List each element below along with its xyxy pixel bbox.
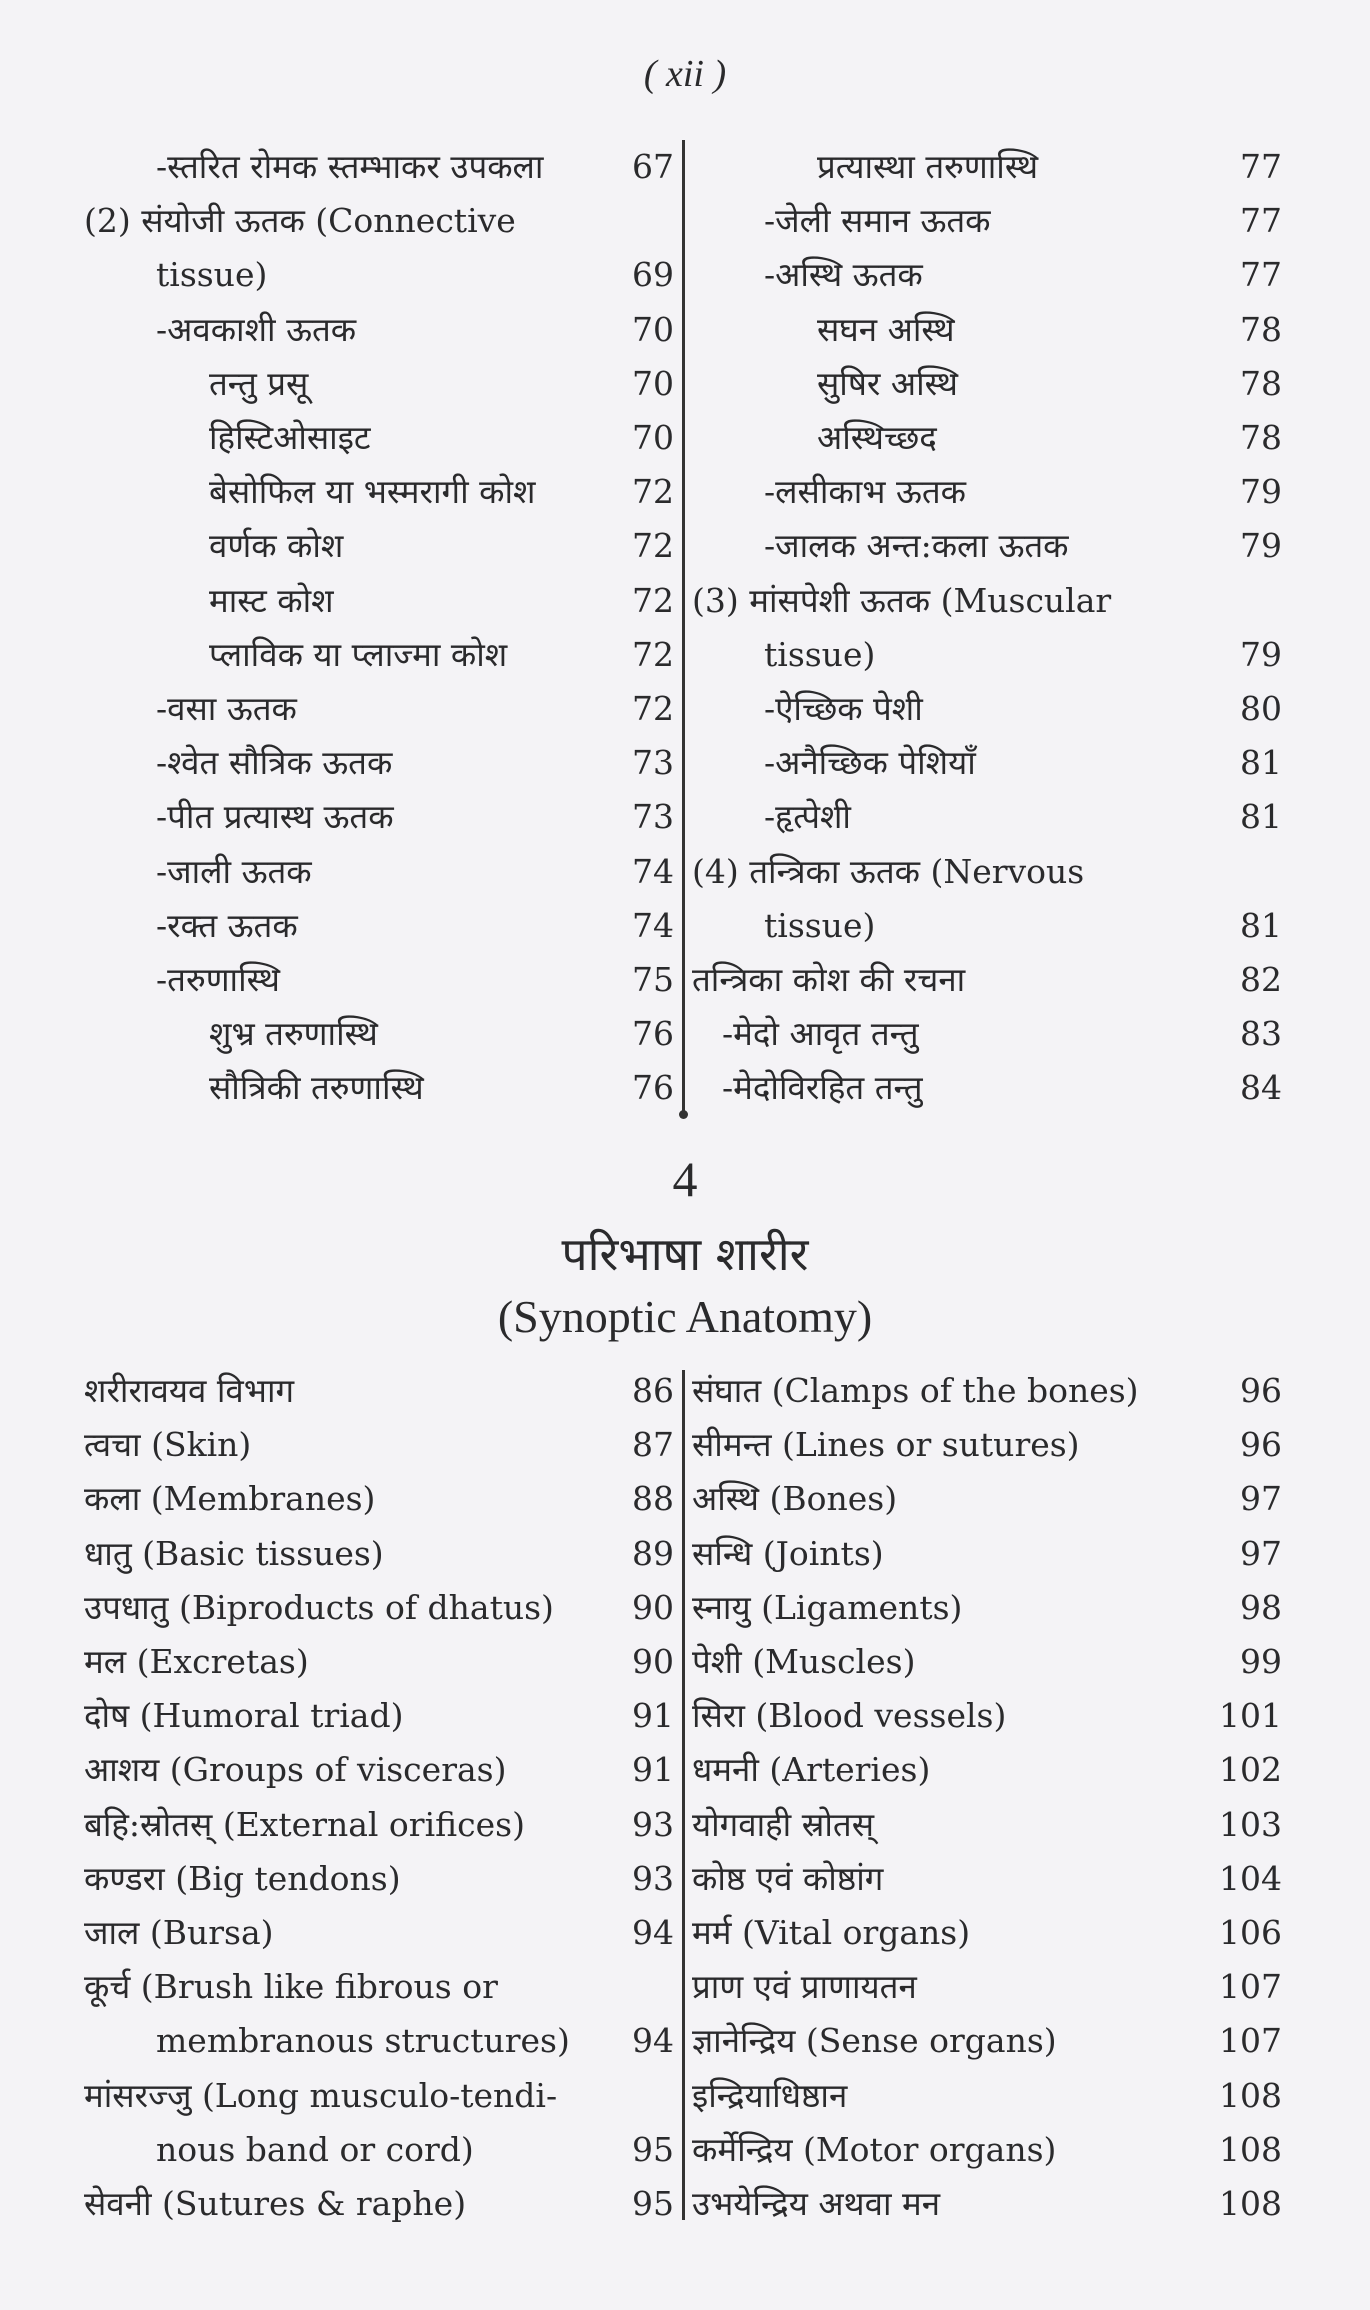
- toc-entry-page: 108: [1219, 2129, 1282, 2169]
- toc-entry-page: 77: [1240, 201, 1282, 241]
- toc-section2-left-column: [84, 1364, 674, 2244]
- toc-entry-title: -जाली ऊतक: [156, 851, 312, 891]
- toc-entry-title: nous band or cord): [156, 2129, 474, 2169]
- toc-entry-page: 104: [1219, 1858, 1282, 1898]
- toc-entry: [84, 790, 674, 844]
- toc-entry-title: -ऐच्छिक पेशी: [764, 689, 923, 728]
- toc-entry-page: 108: [1219, 2184, 1282, 2223]
- toc-entry: [84, 574, 674, 628]
- toc-entry-title: योगवाही स्रोतस्: [692, 1804, 875, 1844]
- toc-entry: [84, 953, 674, 1007]
- toc-entry: [692, 1689, 1282, 1743]
- toc-entry-page: 106: [1219, 1913, 1282, 1952]
- toc-entry-title: -जालक अन्त:कला ऊतक: [764, 526, 1069, 566]
- toc-entry: [84, 1472, 674, 1526]
- toc-entry-title: -रक्त ऊतक: [156, 905, 298, 945]
- toc-entry: [84, 1581, 674, 1635]
- toc-entry-title: तन्त्रिका कोश की रचना: [692, 960, 966, 999]
- toc-entry-title: tissue): [764, 905, 876, 945]
- toc-entry-title: tissue): [156, 255, 268, 295]
- toc-entry-page: 74: [632, 851, 674, 891]
- toc-entry-page: 79: [1240, 472, 1282, 512]
- toc-entry-title: सन्धि (Joints): [692, 1533, 884, 1573]
- toc-entry: [692, 1798, 1282, 1852]
- toc-entry-title: कण्डरा (Big tendons): [84, 1858, 401, 1898]
- toc-entry-title: सुषिर अस्थि: [817, 363, 958, 403]
- toc-entry-title: पेशी (Muscles): [692, 1642, 916, 1681]
- toc-entry-title: सेवनी (Sutures & raphe): [84, 2184, 467, 2223]
- toc-entry-title: -श्वेत सौत्रिक ऊतक: [156, 743, 393, 783]
- toc-entry-page: 80: [1240, 689, 1282, 728]
- toc-entry-title: उभयेन्द्रिय अथवा मन: [692, 2184, 941, 2223]
- toc-section1-right-column: [692, 140, 1282, 1120]
- toc-entry-title: -लसीकाभ ऊतक: [764, 472, 967, 512]
- toc-entry-title: (4) तन्त्रिका ऊतक (Nervous: [692, 851, 1085, 891]
- toc-entry: [692, 574, 1282, 628]
- toc-entry-page: 107: [1219, 2021, 1282, 2061]
- toc-entry-page: 72: [632, 580, 674, 620]
- toc-entry-title: -जेली समान ऊतक: [764, 201, 991, 241]
- toc-entry-page: 81: [1240, 797, 1282, 837]
- toc-entry-title: membranous structures): [156, 2021, 570, 2061]
- toc-entry: [692, 1364, 1282, 1418]
- toc-entry: [84, 2069, 674, 2123]
- toc-entry-page: 107: [1219, 1967, 1282, 2007]
- toc-entry: [692, 1906, 1282, 1960]
- toc-entry: [692, 1635, 1282, 1689]
- column-divider-2: [682, 1370, 685, 2220]
- toc-entry-page: 93: [632, 1858, 674, 1898]
- toc-entry: [84, 303, 674, 357]
- toc-entry-page: 95: [632, 2129, 674, 2169]
- toc-entry: [84, 1635, 674, 1689]
- toc-entry-page: 72: [632, 689, 674, 728]
- toc-entry: [692, 953, 1282, 1007]
- toc-entry-title: कूर्च (Brush like fibrous or: [84, 1967, 498, 2007]
- toc-entry-title: शुभ्र तरुणास्थि: [209, 1014, 378, 1054]
- toc-entry-title: मास्ट कोश: [209, 580, 334, 620]
- toc-entry: [692, 790, 1282, 844]
- chapter-number: 4: [672, 1151, 698, 1207]
- chapter-subtitle: (Synoptic Anatomy): [497, 1291, 873, 1342]
- toc-entry: [84, 1852, 674, 1906]
- toc-entry-title: -अनैच्छिक पेशियाँ: [764, 743, 976, 783]
- toc-section1-left-column: [84, 140, 674, 1120]
- toc-entry-page: 73: [632, 797, 674, 837]
- toc-entry-title: -मेदो आवृत तन्तु: [722, 1014, 919, 1054]
- toc-entry-title: -हृत्पेशी: [764, 797, 851, 837]
- toc-entry-page: 81: [1240, 743, 1282, 783]
- toc-entry-title: बहि:स्रोतस् (External orifices): [84, 1804, 525, 1844]
- toc-entry-title: (3) मांसपेशी ऊतक (Muscular: [692, 580, 1112, 620]
- toc-entry-title: प्रत्यास्था तरुणास्थि: [817, 147, 1039, 186]
- toc-entry-title: -पीत प्रत्यास्थ ऊतक: [156, 797, 394, 837]
- toc-entry: [692, 899, 1282, 953]
- toc-entry: [692, 1007, 1282, 1061]
- toc-entry: [84, 1743, 674, 1797]
- toc-entry-page: 101: [1219, 1696, 1282, 1736]
- toc-entry-page: 90: [632, 1642, 674, 1681]
- toc-entry: [84, 845, 674, 899]
- toc-entry: [84, 2123, 674, 2177]
- toc-entry-title: -स्तरित रोमक स्तम्भाकर उपकला: [156, 147, 544, 186]
- toc-entry-page: 84: [1240, 1068, 1282, 1108]
- toc-entry-page: 78: [1240, 309, 1282, 349]
- toc-entry: [692, 140, 1282, 194]
- toc-entry-page: 86: [632, 1371, 674, 1410]
- toc-entry: [84, 1418, 674, 1472]
- toc-entry-title: तन्तु प्रसू: [209, 363, 309, 403]
- toc-entry: [84, 519, 674, 573]
- toc-entry: [692, 1960, 1282, 2014]
- toc-entry: [692, 411, 1282, 465]
- toc-entry-page: 70: [632, 363, 674, 403]
- toc-entry-page: 108: [1219, 2075, 1282, 2115]
- toc-entry: [84, 736, 674, 790]
- toc-entry-page: 94: [632, 1913, 674, 1952]
- toc-entry: [692, 1472, 1282, 1526]
- toc-entry-page: 88: [632, 1479, 674, 1519]
- toc-entry: [84, 411, 674, 465]
- toc-entry-title: -मेदोविरहित तन्तु: [722, 1068, 923, 1108]
- toc-entry-title: सिरा (Blood vessels): [692, 1696, 1007, 1736]
- toc-entry-title: उपधातु (Biproducts of dhatus): [84, 1587, 554, 1627]
- column-divider: [682, 140, 685, 1115]
- chapter-title: परिभाषा शारीर: [561, 1227, 809, 1281]
- toc-entry-title: अस्थि (Bones): [692, 1479, 898, 1519]
- toc-entry-title: ज्ञानेन्द्रिय (Sense organs): [692, 2021, 1057, 2061]
- toc-entry-page: 93: [632, 1804, 674, 1844]
- toc-entry: [84, 1364, 674, 1418]
- toc-entry-title: स्नायु (Ligaments): [692, 1587, 963, 1627]
- toc-entry: [692, 1852, 1282, 1906]
- page-number: ( xii ): [643, 53, 727, 95]
- toc-entry-page: 102: [1219, 1750, 1282, 1790]
- toc-entry-title: कर्मेन्द्रिय (Motor organs): [692, 2129, 1057, 2169]
- toc-entry-title: प्लाविक या प्लाज्मा कोश: [209, 634, 508, 674]
- toc-entry-title: अस्थिच्छद: [817, 418, 937, 457]
- toc-entry-page: 75: [632, 960, 674, 999]
- toc-entry-title: कोष्ठ एवं कोष्ठांग: [692, 1858, 884, 1898]
- toc-entry: [692, 1527, 1282, 1581]
- toc-entry: [692, 1581, 1282, 1635]
- toc-entry-title: मर्म (Vital organs): [692, 1913, 971, 1952]
- toc-entry-title: -अवकाशी ऊतक: [156, 309, 357, 349]
- toc-entry: [84, 2014, 674, 2068]
- toc-entry: [84, 682, 674, 736]
- toc-entry: [84, 1061, 674, 1115]
- toc-entry-page: 87: [632, 1425, 674, 1465]
- toc-entry: [84, 628, 674, 682]
- toc-entry-page: 81: [1240, 905, 1282, 945]
- toc-entry-title: सीमन्त (Lines or sutures): [692, 1425, 1080, 1465]
- toc-entry-page: 79: [1240, 634, 1282, 674]
- toc-entry-page: 79: [1240, 526, 1282, 566]
- toc-entry: [692, 845, 1282, 899]
- toc-entry-title: शरीरावयव विभाग: [84, 1371, 295, 1410]
- toc-entry-title: आशय (Groups of visceras): [84, 1750, 507, 1790]
- toc-entry-page: 77: [1240, 255, 1282, 295]
- toc-entry-title: संघात (Clamps of the bones): [692, 1371, 1139, 1410]
- toc-entry-page: 69: [632, 255, 674, 295]
- toc-entry: [84, 1527, 674, 1581]
- toc-entry: [84, 248, 674, 302]
- toc-entry-page: 99: [1240, 1642, 1282, 1681]
- toc-entry-page: 97: [1240, 1533, 1282, 1573]
- toc-entry-page: 78: [1240, 363, 1282, 403]
- toc-entry-page: 89: [632, 1533, 674, 1573]
- toc-entry-page: 72: [632, 526, 674, 566]
- toc-entry-title: त्वचा (Skin): [84, 1425, 252, 1465]
- toc-entry-page: 76: [632, 1068, 674, 1108]
- toc-entry-title: -तरुणास्थि: [156, 960, 280, 999]
- toc-entry-page: 82: [1240, 960, 1282, 999]
- toc-entry: [692, 736, 1282, 790]
- toc-entry: [84, 2177, 674, 2231]
- toc-entry: [692, 2123, 1282, 2177]
- toc-entry-page: 67: [632, 147, 674, 186]
- toc-entry-page: 72: [632, 472, 674, 512]
- toc-entry-title: प्राण एवं प्राणायतन: [692, 1967, 917, 2007]
- toc-entry-page: 96: [1240, 1371, 1282, 1410]
- toc-entry: [692, 2177, 1282, 2231]
- toc-entry: [84, 1960, 674, 2014]
- toc-entry-page: 94: [632, 2021, 674, 2061]
- toc-entry-title: धमनी (Arteries): [692, 1750, 931, 1790]
- toc-entry-title: मल (Excretas): [84, 1642, 309, 1681]
- toc-entry: [692, 519, 1282, 573]
- toc-entry: [692, 357, 1282, 411]
- toc-entry-title: -वसा ऊतक: [156, 689, 297, 728]
- toc-entry-title: कला (Membranes): [84, 1479, 376, 1519]
- toc-entry: [84, 899, 674, 953]
- toc-entry-title: मांसरज्जु (Long musculo-tendi-: [84, 2075, 558, 2115]
- toc-entry-page: 70: [632, 418, 674, 457]
- toc-entry: [692, 194, 1282, 248]
- toc-entry: [692, 628, 1282, 682]
- toc-entry-page: 97: [1240, 1479, 1282, 1519]
- toc-entry: [692, 2014, 1282, 2068]
- toc-entry-page: 74: [632, 905, 674, 945]
- toc-entry: [692, 1743, 1282, 1797]
- toc-entry: [692, 2069, 1282, 2123]
- toc-entry: [84, 1689, 674, 1743]
- toc-entry: [692, 465, 1282, 519]
- toc-entry: [692, 682, 1282, 736]
- toc-entry: [84, 194, 674, 248]
- toc-entry-page: 90: [632, 1587, 674, 1627]
- toc-entry-page: 91: [632, 1750, 674, 1790]
- toc-entry-page: 103: [1219, 1804, 1282, 1844]
- toc-entry-page: 73: [632, 743, 674, 783]
- toc-entry-page: 76: [632, 1014, 674, 1054]
- toc-entry-title: जाल (Bursa): [84, 1913, 274, 1952]
- toc-entry-page: 98: [1240, 1587, 1282, 1627]
- toc-entry-page: 70: [632, 309, 674, 349]
- toc-entry: [84, 1007, 674, 1061]
- toc-entry-title: बेसोफिल या भस्मरागी कोश: [209, 472, 536, 512]
- toc-entry-title: सघन अस्थि: [817, 309, 955, 349]
- toc-entry-title: -अस्थि ऊतक: [764, 255, 923, 295]
- toc-entry-page: 96: [1240, 1425, 1282, 1465]
- toc-entry: [84, 465, 674, 519]
- toc-entry-title: इन्द्रियाधिष्ठान: [692, 2075, 848, 2115]
- toc-entry-page: 91: [632, 1696, 674, 1736]
- toc-entry-title: दोष (Humoral triad): [84, 1696, 404, 1736]
- toc-entry-title: tissue): [764, 634, 876, 674]
- toc-entry: [692, 303, 1282, 357]
- toc-entry-title: (2) संयोजी ऊतक (Connective: [84, 201, 516, 241]
- toc-entry: [692, 248, 1282, 302]
- toc-entry: [84, 1798, 674, 1852]
- toc-section2-right-column: [692, 1364, 1282, 2244]
- toc-entry: [84, 1906, 674, 1960]
- toc-entry: [84, 140, 674, 194]
- toc-entry-title: धातु (Basic tissues): [84, 1533, 384, 1573]
- toc-entry: [692, 1418, 1282, 1472]
- toc-entry-page: 83: [1240, 1014, 1282, 1054]
- toc-entry-page: 77: [1240, 147, 1282, 186]
- toc-entry: [84, 357, 674, 411]
- toc-entry-title: वर्णक कोश: [209, 526, 344, 566]
- column-divider-end-dot: [679, 1110, 688, 1119]
- toc-entry-title: हिस्टिओसाइट: [209, 418, 371, 457]
- toc-entry-title: सौत्रिकी तरुणास्थि: [209, 1068, 424, 1108]
- toc-entry-page: 78: [1240, 418, 1282, 457]
- toc-entry-page: 95: [632, 2184, 674, 2223]
- toc-entry: [692, 1061, 1282, 1115]
- toc-entry-page: 72: [632, 634, 674, 674]
